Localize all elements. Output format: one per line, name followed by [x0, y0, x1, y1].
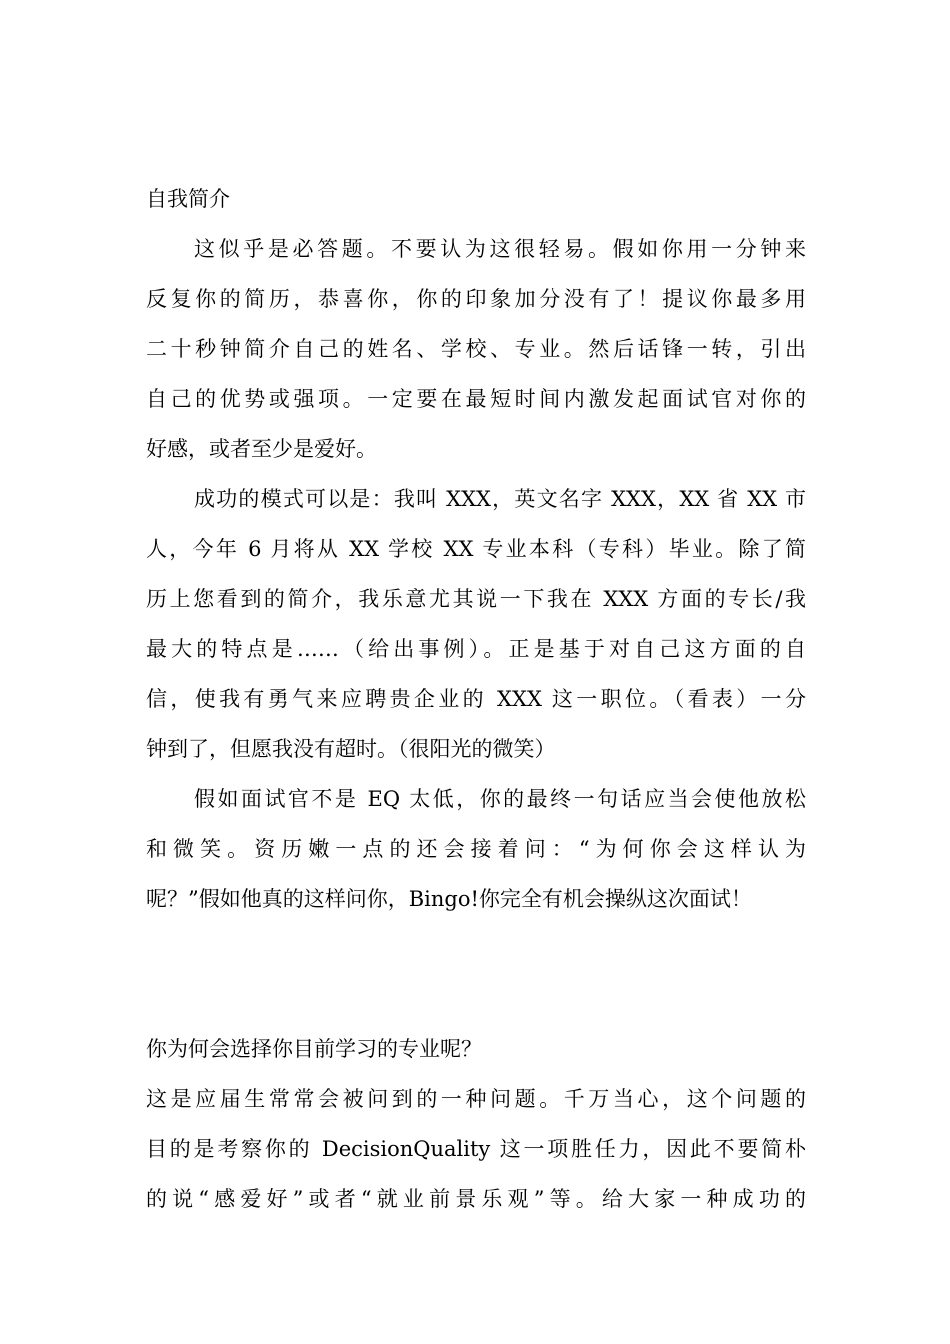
paragraph-line: 的说“感爱好”或者“就业前景乐观”等。给大家一种成功的	[146, 1187, 806, 1211]
section-heading-major-choice: 你为何会选择你目前学习的专业呢？	[146, 1037, 482, 1061]
paragraph-line: 和微笑。资历嫩一点的还会接着问：“为何你会这样认为	[146, 837, 806, 861]
paragraph-line: 信，使我有勇气来应聘贵企业的 XXX 这一职位。（看表）一分	[146, 687, 806, 711]
paragraph-line: 二十秒钟简介自己的姓名、学校、专业。然后话锋一转，引出	[146, 337, 806, 361]
section-heading-self-intro: 自我简介	[146, 187, 230, 211]
paragraph-line: 钟到了，但愿我没有超时。（很阳光的微笑）	[146, 737, 556, 761]
paragraph-line: 呢？”假如他真的这样问你，Bingo!你完全有机会操纵这次面试！	[146, 887, 752, 911]
paragraph-line: 人，今年 6 月将从 XX 学校 XX 专业本科（专科）毕业。除了简	[146, 537, 806, 561]
paragraph-line: 这似乎是必答题。不要认为这很轻易。假如你用一分钟来	[194, 237, 806, 261]
paragraph-line: 这是应届生常常会被问到的一种问题。千万当心，这个问题的	[146, 1087, 806, 1111]
paragraph-line: 假如面试官不是 EQ 太低，你的最终一句话应当会使他放松	[194, 787, 806, 811]
paragraph-line: 好感，或者至少是爱好。	[146, 437, 377, 461]
paragraph-line: 最大的特点是……（给出事例）。正是基于对自己这方面的自	[146, 637, 806, 661]
paragraph-line: 成功的模式可以是：我叫 XXX，英文名字 XXX，XX 省 XX 市	[194, 487, 806, 511]
paragraph-line: 历上您看到的简介，我乐意尤其说一下我在 XXX 方面的专长/我	[146, 587, 806, 611]
paragraph-line: 目的是考察你的 DecisionQuality 这一项胜任力，因此不要简朴	[146, 1137, 806, 1161]
paragraph-line: 反复你的简历，恭喜你，你的印象加分没有了！提议你最多用	[146, 287, 806, 311]
paragraph-line: 自己的优势或强项。一定要在最短时间内激发起面试官对你的	[146, 387, 806, 411]
